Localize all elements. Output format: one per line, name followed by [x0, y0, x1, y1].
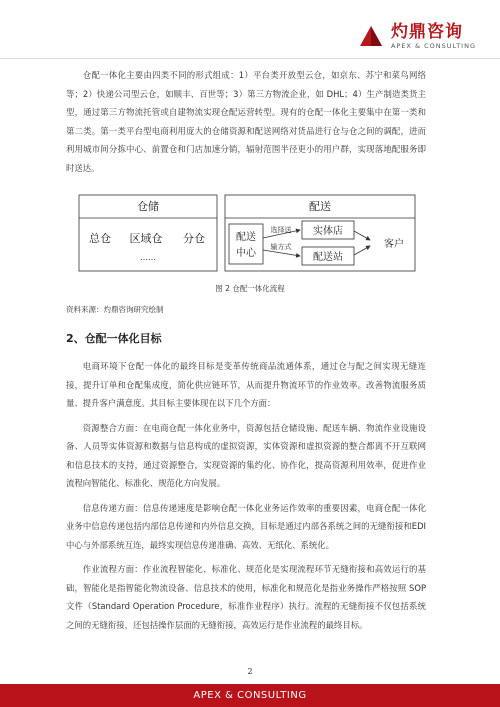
distribution-center-label: 配送	[236, 232, 256, 243]
header-logo	[357, 16, 476, 56]
intro-text	[66, 66, 426, 183]
section-heading: 2、仓配一体化目标	[66, 332, 162, 345]
section-paragraph: 信息传递方面：信息传递速度是影响仓配一体化业务运作效率的重要因素，电商仓配一体化业务中信息传递包括内部信息传递和内外信息交换，目标是通过内部各系统之间的无缝衔接和EDI 中心与外部系统互连，最终实现信息传递准确、高效、无纸化、系统化。	[66, 502, 426, 550]
footer-band: APEX & CONSULTING	[0, 684, 500, 707]
brand-name	[391, 22, 476, 51]
arrow-station-to-customer	[354, 246, 370, 255]
page-number: 2	[247, 667, 253, 676]
body-paragraph: 仓配一体化主要由四类不同的形式组成：1）平台类开放型云仓，如京东、苏宁和菜鸟网络等；2）快递公司型云仓，如顺丰、百世等；3）第三方物流企业，如 DHL；4）生产制造类货主型，通过第三方物流托管或自建物流实现仓配运营转型。现有的仓配一体化主要集中在第一类和第二类。第一类平台型电商利用庞大的仓储资源和配送网络对货品进行仓与仓之间的调配，进而利用城市间分拣中心、前置仓和门店加速分销，辐射范围半径更小的用户群，实现落地配服务即时送达。	[66, 70, 426, 173]
warehouse-item: 分仓	[183, 232, 205, 245]
store-label: 实体店	[313, 226, 343, 237]
arrow-store-to-customer	[354, 231, 370, 240]
brand-name-en: APEX & CONSULTING	[390, 41, 476, 50]
distribution-center-label: 中心	[236, 248, 256, 259]
customer-label: 客户	[384, 239, 404, 250]
warehouse-title: 仓储	[137, 200, 159, 213]
arrow-label-bottom: 输方式	[270, 243, 292, 251]
delivery-title: 配送	[309, 200, 331, 213]
warehouse-more: ……	[140, 253, 156, 262]
brand-logo-icon	[357, 22, 385, 50]
header-divider	[0, 58, 500, 59]
figure-caption: 图 2 仓配一体化流程	[215, 284, 285, 293]
section-paragraph: 资源整合方面：在电商仓配一体化业务中，资源包括仓储设施、配送车辆、物流作业设施设备、人员等实体资源和数据与信息构成的虚拟资源，实体资源和虚拟资源的整合都离不开互联网和信息技术的支持，通过资源整合，实现资源的集约化、协作化，提高资源利用效率，促进作业流程向智能化、标准化、规范化方向发展。	[66, 422, 426, 488]
flow-diagram	[78, 194, 416, 272]
figure-source: 资料来源：灼鼎咨询研究绘制	[66, 305, 164, 314]
section-body	[66, 357, 426, 640]
brand-name-cn: 灼鼎咨询	[390, 21, 463, 42]
warehouse-item: 区域仓	[129, 232, 163, 245]
section-paragraph: 电商环境下仓配一体化的最终目标是变革传统商品流通体系，通过仓与配之间实现无缝连接，提升订单和仓配集成度，简化供应链环节，从而提升物流环节的作业效率。改善物流服务质量、提升客户满意度。其目标主要体现在以下几个方面：	[66, 361, 426, 408]
section-paragraph: 作业流程方面：作业流程智能化、标准化、规范化是实现流程环节无缝衔接和高效运行的基础，智能化是指智能化物流设备、信息技术的使用，标准化和规范化是指业务操作严格按照 SOP 文件（Standard Operation Procedure，标准作业程序）执行。流程的无缝衔接不仅包括系统之间的无缝衔接，还包括操作层面的无缝衔接，高效运行是作业流程的最终目标。	[66, 564, 426, 630]
warehouse-item: 总仓	[89, 232, 111, 245]
arrow-label-top: 选择送	[270, 226, 292, 234]
station-label: 配送站	[313, 252, 343, 263]
